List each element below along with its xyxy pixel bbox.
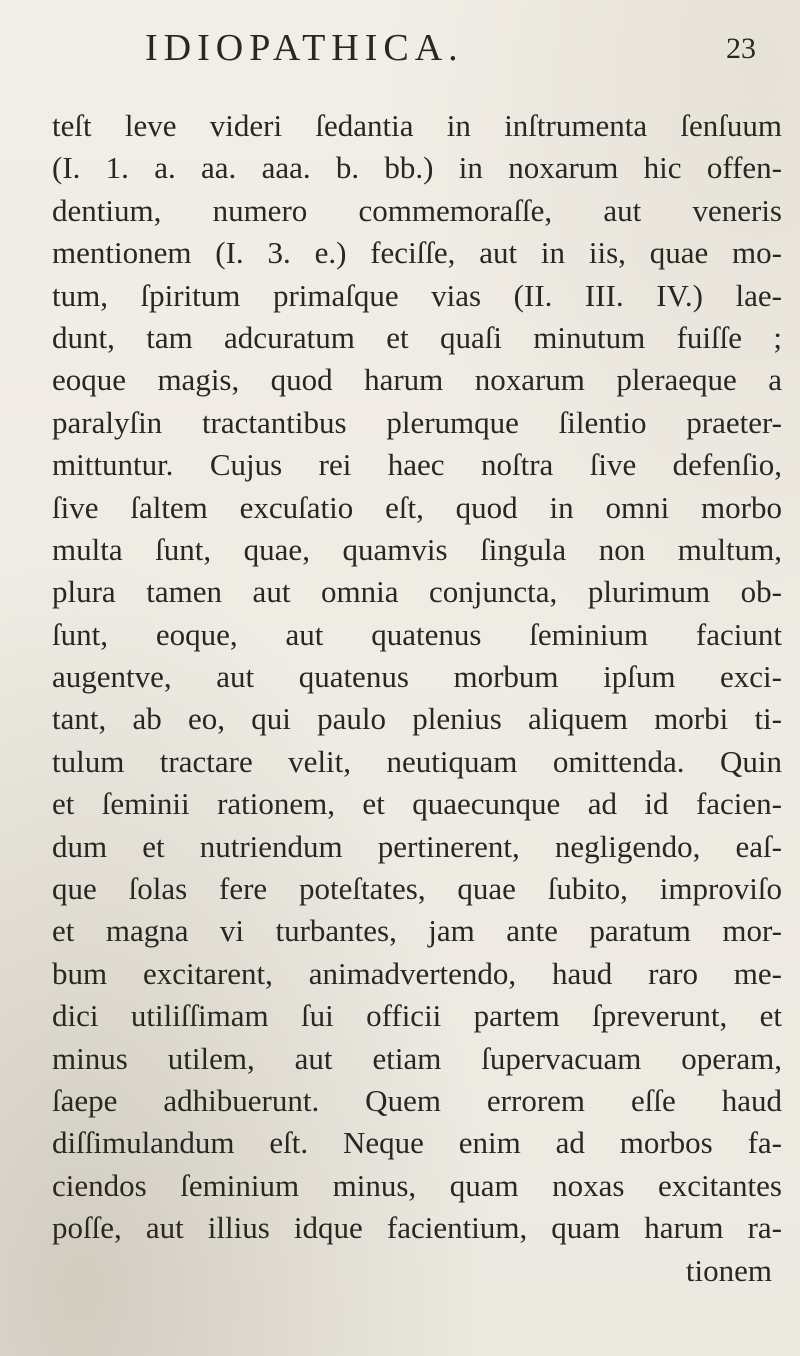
running-title: IDIOPATHICA. [145,27,464,69]
text-line: tum, ſpiritum primaſque vias (II. III. IV.) lae- [52,277,782,313]
page-number: 23 [726,32,756,65]
text-line: tant, ab eo, qui paulo plenius aliquem morbi ti- [52,701,782,737]
body-text [52,105,782,1292]
text-line: multa ſunt, quae, quamvis ſingula non multum, [52,531,782,567]
text-line: plura tamen aut omnia conjuncta, plurimum ob- [52,574,782,610]
text-line: que ſolas fere poteſtates, quae ſubito, improviſo [52,871,782,907]
text-line: dunt, tam adcuratum et quaſi minutum fuiſſe ; [52,319,782,355]
text-line: poſſe, aut illius idque facientium, quam harum ra- [52,1210,782,1246]
text-line: augentve, aut quatenus morbum ipſum exci- [52,659,782,695]
text-line: dici utiliſſimam ſui officii partem ſpreverunt, et [52,998,782,1034]
catchword: tionem [685,1252,772,1288]
text-line: ſunt, eoque, aut quatenus ſeminium faciunt [52,616,782,652]
text-line: minus utilem, aut etiam ſupervacuam operam, [52,1040,782,1076]
text-line: teſt leve videri ſedantia in inſtrumenta ſenſuum [52,108,782,143]
page-header [0,26,800,86]
text-line: et magna vi turbantes, jam ante paratum mor- [52,913,782,949]
text-line: ſaepe adhibuerunt. Quem errorem eſſe haud [52,1082,782,1118]
text-line: dum et nutriendum pertinerent, negligendo, eaſ- [52,828,782,864]
text-line: ciendos ſeminium minus, quam noxas excitantes [52,1167,782,1203]
text-line: tulum tractare velit, neutiquam omittenda. Quin [52,743,782,779]
text-line: mentionem (I. 3. e.) feciſſe, aut in iis, quae mo- [52,235,782,271]
text-line: ſive ſaltem excuſatio eſt, quod in omni morbo [52,489,782,525]
text-line: diſſimulandum eſt. Neque enim ad morbos fa- [52,1125,782,1161]
text-line: paralyſin tractantibus plerumque ſilentio praeter- [52,404,782,440]
text-line: dentium, numero commemoraſſe, aut veneris [52,192,782,228]
text-line: et ſeminii rationem, et quaecunque ad id facien- [52,786,782,822]
text-line: mittuntur. Cujus rei haec noſtra ſive defenſio, [52,447,782,483]
text-line: bum excitarent, animadvertendo, haud raro me- [52,955,782,991]
text-line: (I. 1. a. aa. aaa. b. bb.) in noxarum hic offen- [52,150,782,186]
text-line: eoque magis, quod harum noxarum pleraeque a [52,362,782,398]
